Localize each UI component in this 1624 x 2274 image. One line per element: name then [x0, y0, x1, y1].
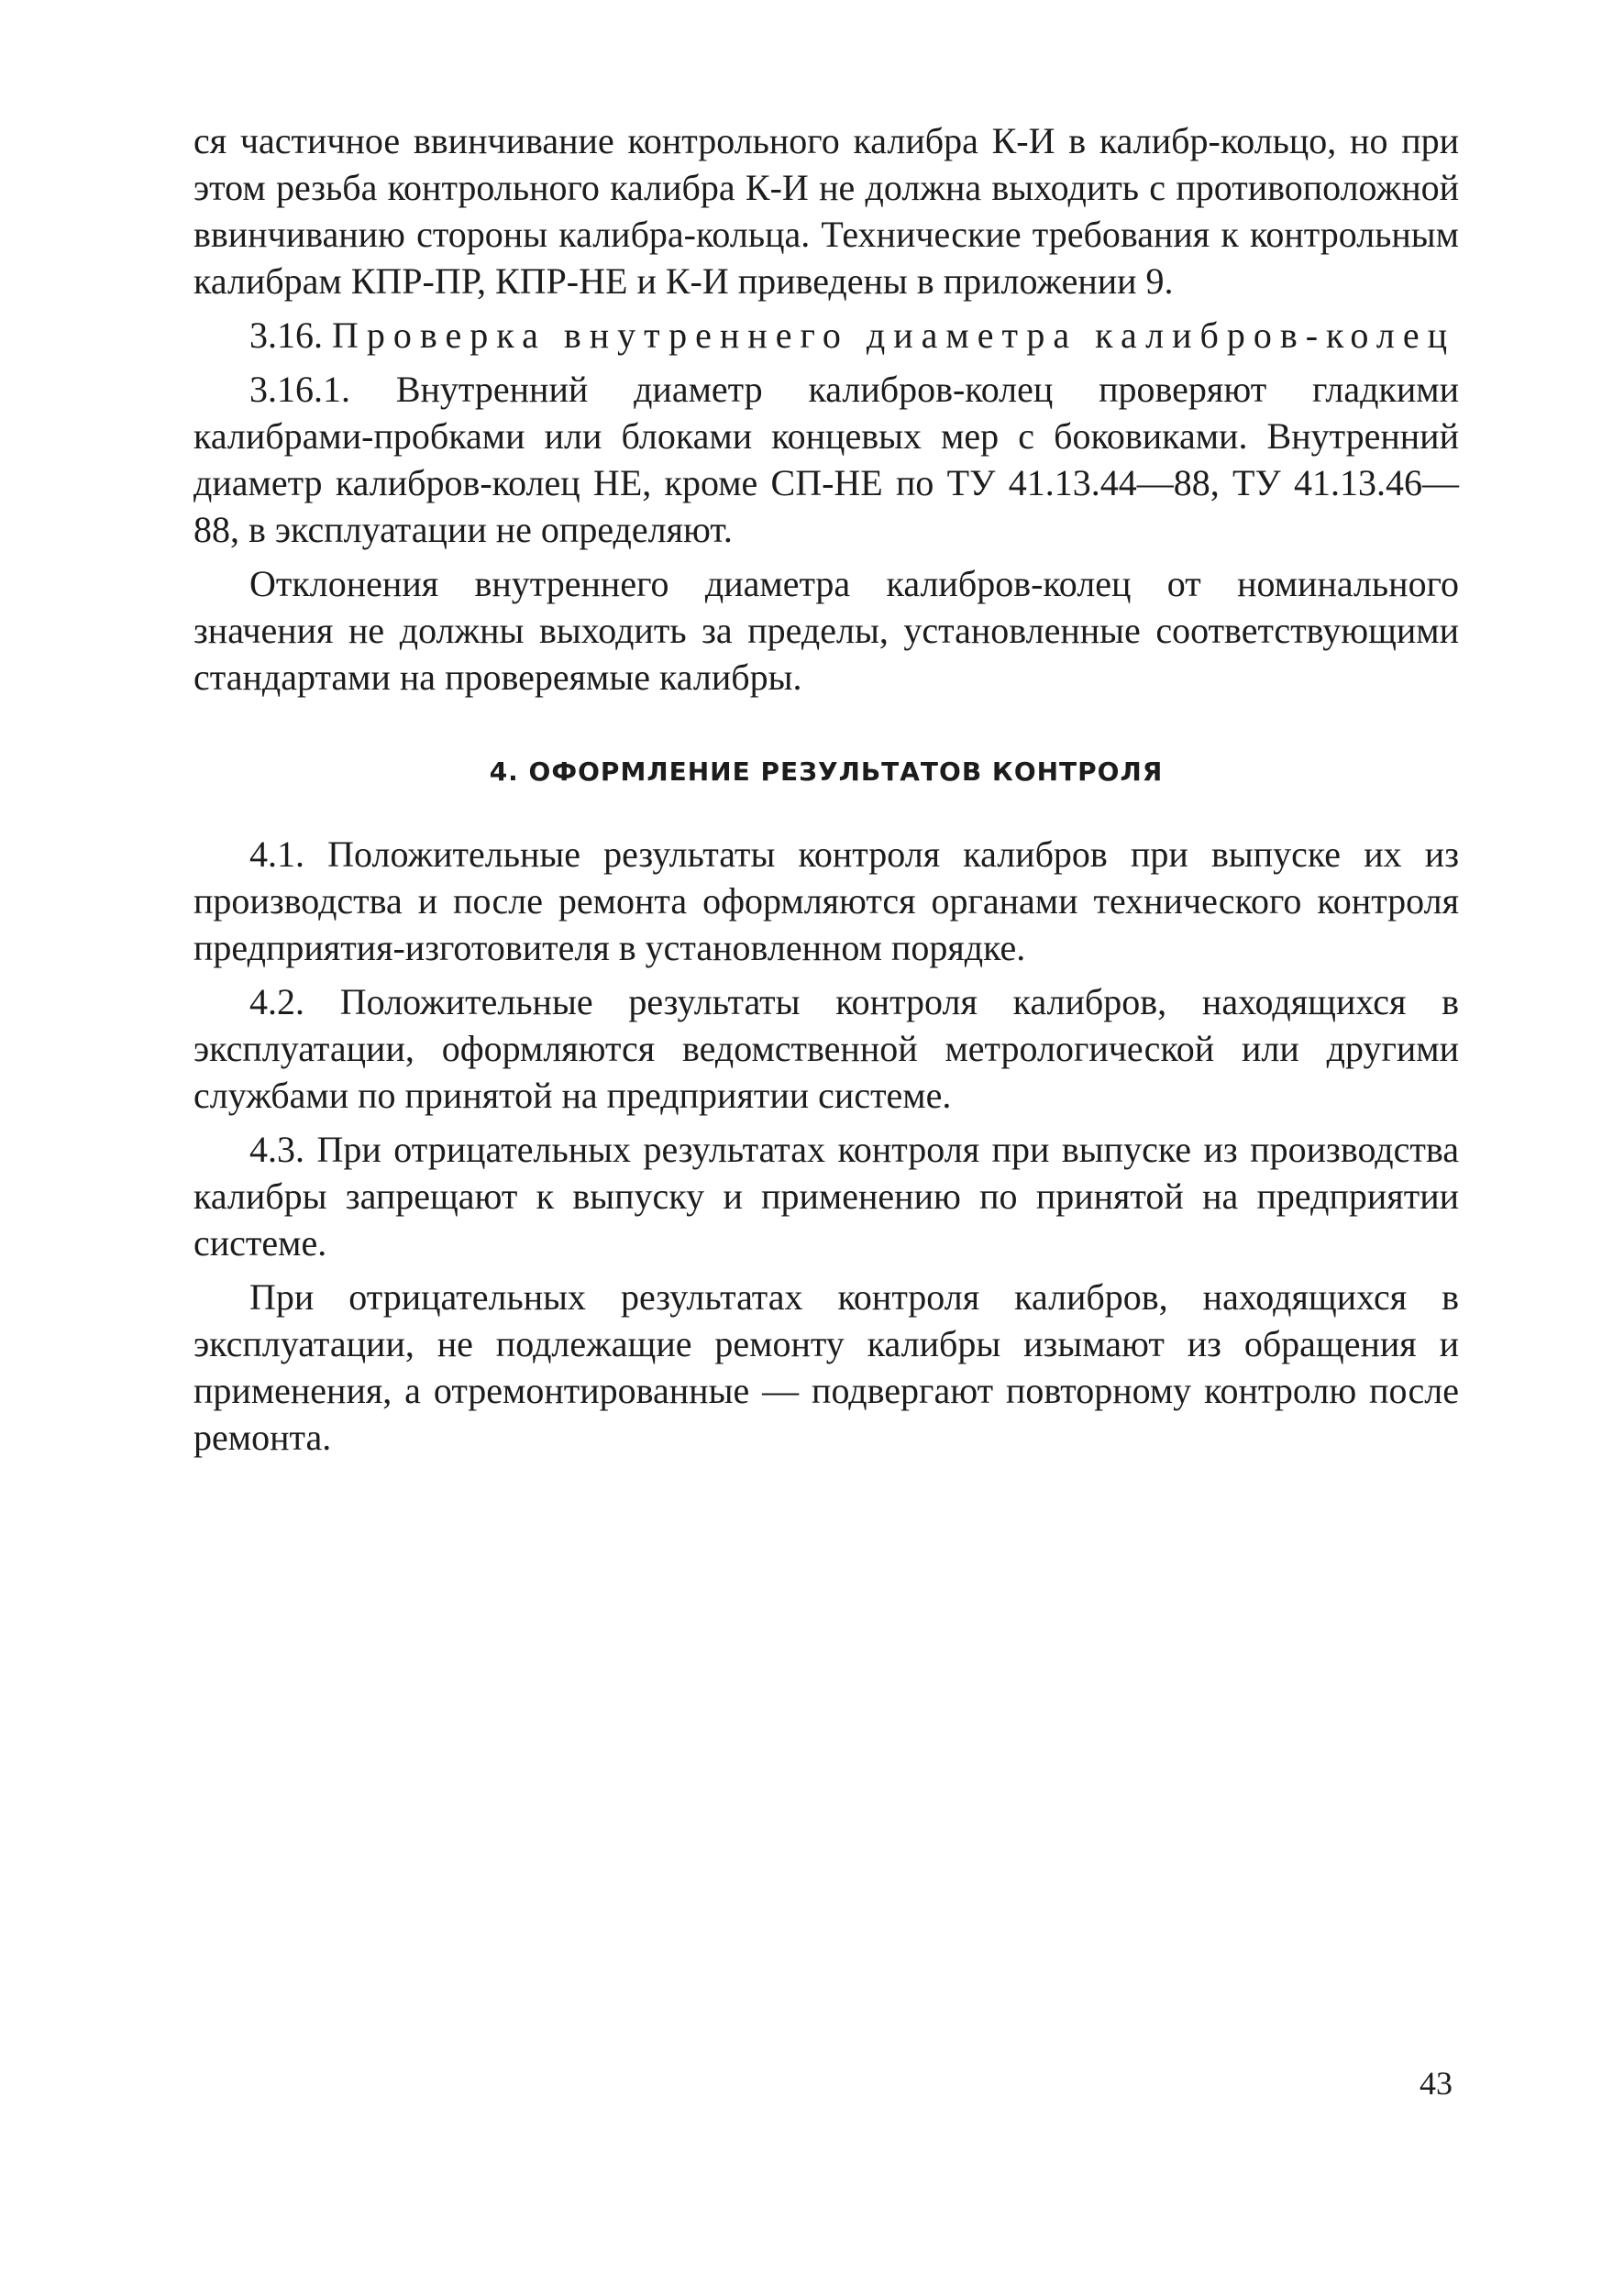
paragraph-deviations: Отклонения внутреннего диаметра калибров-колец от номинального значения не должны выходить за пределы, установленные соответствующими стандартами на провереямые калибры. [193, 563, 1459, 698]
paragraph-3-16-1: 3.16.1. Внутренний диаметр калибров-колец проверяют гладкими калибрами-пробками или блоками концевых мер с боковиками. Внутренний диаметр калибров-колец НЕ, кроме СП-НЕ по ТУ 41.13.44—88, ТУ 41.13.46—88, в эксплуатации не определяют. [193, 369, 1459, 550]
paragraph-continuation: ся частичное ввинчивание контрольного калибра К-И в калибр-кольцо, но при этом резьба контрольного калибра К-И не должна выходить с противоположной ввинчиванию стороны калибра-кольца. Технические требования к контрольным калибрам КПР-ПР, КПР-НЕ и К-И приведены в приложении 9. [193, 120, 1459, 302]
subsection-title-3-16 [193, 312, 1459, 359]
document-page [193, 117, 1459, 1461]
subsection-number: 3.16. [249, 315, 323, 356]
subsection-title-text: Проверка внутреннего диаметра калибров-колец [332, 315, 1456, 356]
paragraph-4-3: 4.3. При отрицательных результатах контроля при выпуске из производства калибры запрещают к выпуску и применению по принятой на предприятии системе. [193, 1129, 1459, 1264]
page-number: 43 [1420, 2065, 1453, 2102]
paragraph-4-2: 4.2. Положительные результаты контроля калибров, находящихся в эксплуатации, оформляются ведомственной метрологической или другими службами по принятой на предприятии системе. [193, 981, 1459, 1116]
paragraph-4-1: 4.1. Положительные результаты контроля калибров при выпуске их из производства и после ремонта оформляются органами технического контроля предприятия-изготовителя в установленном порядке. [193, 833, 1459, 968]
paragraph-negative-results: При отрицательных результатах контроля калибров, находящихся в эксплуатации, не подлежащие ремонту калибры изымают из обращения и применения, а отремонтированные — подвергают повторному контролю после ремонта. [193, 1276, 1459, 1458]
section-heading: 4. ОФОРМЛЕНИЕ РЕЗУЛЬТАТОВ КОНТРОЛЯ [489, 756, 1164, 787]
